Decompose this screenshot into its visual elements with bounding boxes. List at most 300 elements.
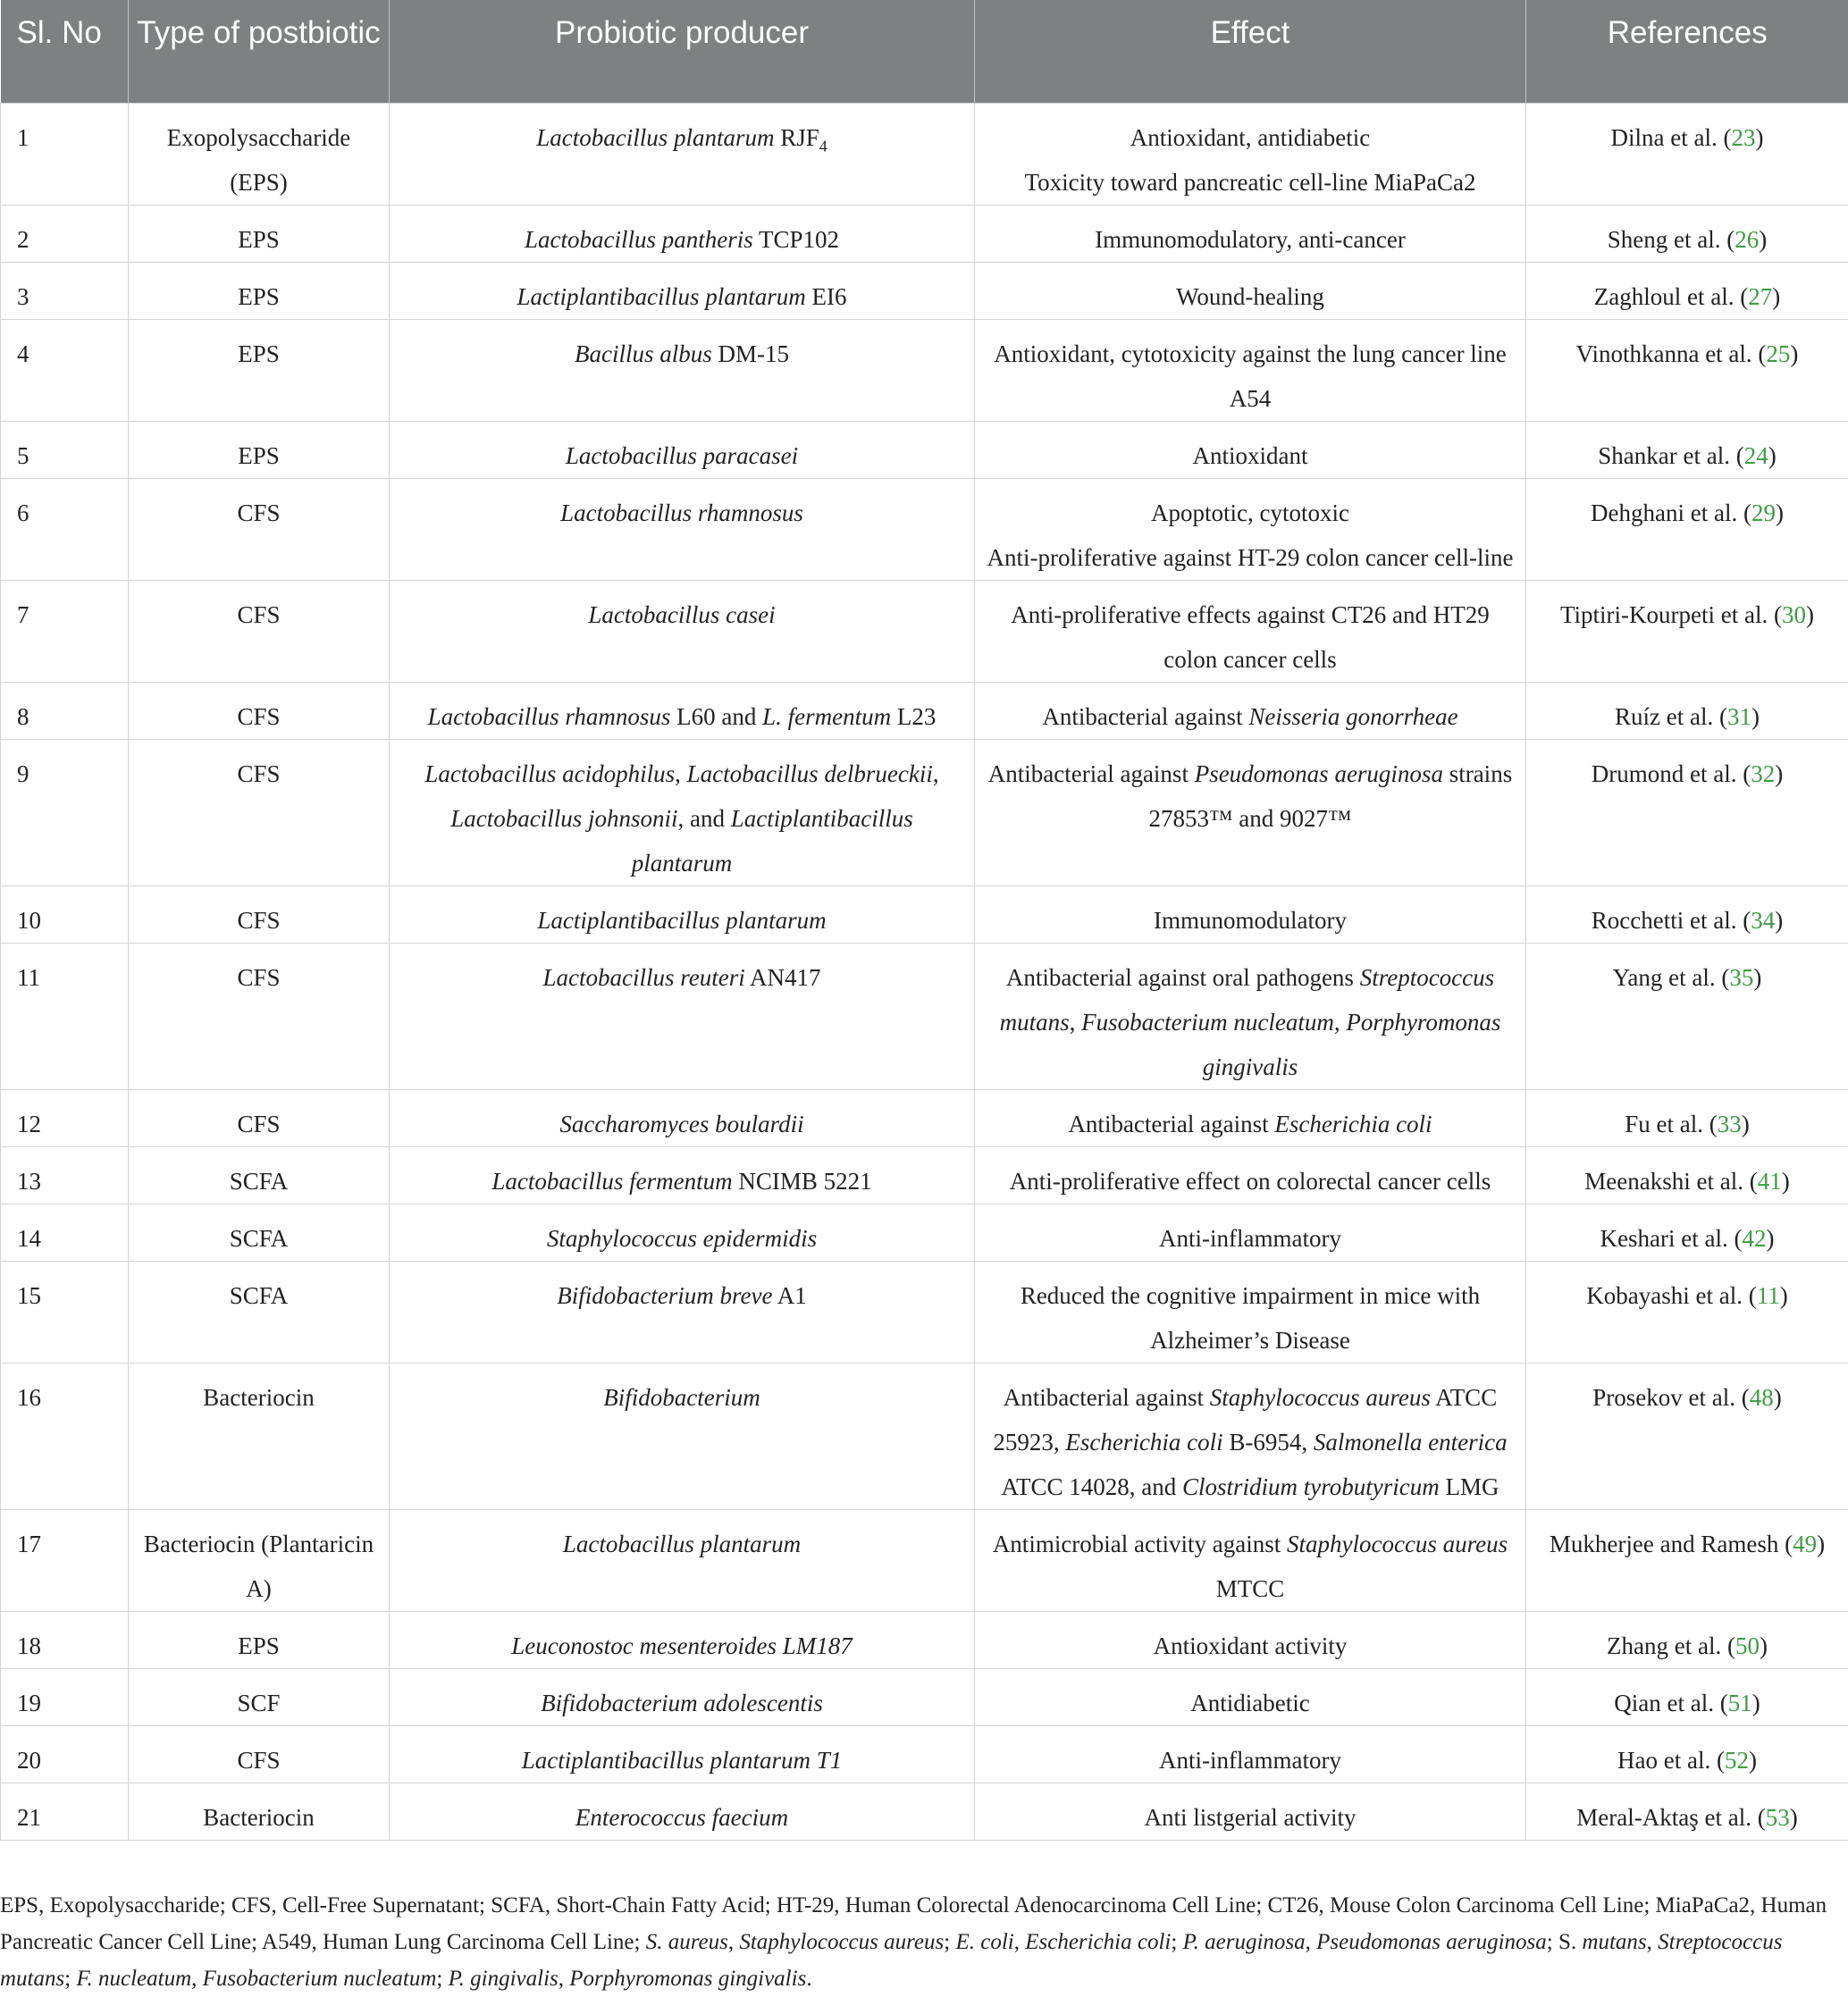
producer-text: Lactiplantibacillus plantarum T1	[522, 1747, 843, 1774]
cell-producer	[390, 1509, 975, 1611]
reference-link[interactable]: 42	[1742, 1225, 1766, 1252]
table-row	[1, 739, 1848, 885]
effect-text: Streptococcus mutans	[1000, 964, 1495, 1036]
cell-effect	[975, 262, 1526, 319]
footnote-text: ;	[436, 1967, 448, 1991]
table-row	[1, 943, 1848, 1089]
reference-close: )	[1774, 1384, 1782, 1411]
cell-producer	[390, 1146, 975, 1204]
footnote-text: ; S.	[1547, 1930, 1583, 1954]
cell-reference	[1526, 319, 1848, 421]
table-row	[1, 262, 1848, 319]
effect-text: Antibacterial against	[988, 760, 1195, 787]
cell-reference	[1526, 1611, 1848, 1668]
cell-producer	[390, 943, 975, 1089]
reference-author: Prosekov et al. (	[1592, 1384, 1749, 1411]
producer-text: Lactobacillus plantarum	[563, 1531, 801, 1557]
producer-text: L60 and	[670, 703, 762, 730]
reference-author: Drumond et al. (	[1592, 760, 1751, 787]
cell-effect	[975, 319, 1526, 421]
cell-reference	[1526, 1261, 1848, 1363]
footnote-text: ,	[1647, 1930, 1659, 1954]
cell-type: CFS	[129, 739, 390, 885]
cell-type: EPS	[129, 262, 390, 319]
cell-effect	[975, 103, 1526, 205]
table-row	[1, 1363, 1848, 1509]
cell-effect	[975, 478, 1526, 580]
reference-author: Kobayashi et al. (	[1586, 1282, 1756, 1309]
table-row	[1, 1089, 1848, 1146]
effect-text: MTCC	[1216, 1575, 1285, 1602]
cell-effect	[975, 580, 1526, 682]
effect-text: Antioxidant	[1193, 442, 1308, 469]
cell-sl-no: 5	[1, 421, 129, 478]
table-body	[1, 103, 1848, 1840]
producer-text: Lactobacillus plantarum	[536, 124, 774, 151]
cell-effect	[975, 1668, 1526, 1725]
producer-text: Lactiplantibacillus plantarum	[517, 283, 806, 310]
cell-producer	[390, 1261, 975, 1363]
cell-sl-no: 1	[1, 103, 129, 205]
reference-link[interactable]: 30	[1782, 601, 1806, 628]
reference-author: Fu et al. (	[1625, 1111, 1717, 1137]
reference-close: )	[1782, 1168, 1790, 1195]
effect-text: Antibacterial against	[1042, 703, 1248, 730]
footnote-text: ;	[64, 1967, 76, 1991]
effect-text: LMG	[1440, 1473, 1499, 1500]
cell-reference	[1526, 205, 1848, 262]
footnote-text: F. nucleatum	[76, 1967, 191, 1991]
table-footnote	[0, 1887, 1848, 1997]
table-row	[1, 205, 1848, 262]
table-row	[1, 1204, 1848, 1261]
reference-link[interactable]: 49	[1793, 1531, 1817, 1557]
effect-text: B-6954,	[1223, 1429, 1314, 1456]
footnote-text: S. aureus	[646, 1930, 728, 1954]
cell-producer	[390, 1668, 975, 1725]
cell-type: CFS	[129, 1089, 390, 1146]
cell-type: CFS	[129, 1725, 390, 1783]
cell-type: SCFA	[129, 1204, 390, 1261]
cell-effect	[975, 1783, 1526, 1840]
reference-author: Meenakshi et al. (	[1584, 1168, 1757, 1195]
cell-reference	[1526, 885, 1848, 943]
effect-text: Anti listgerial activity	[1145, 1804, 1357, 1831]
reference-close: )	[1790, 1804, 1798, 1831]
effect-text: Clostridium tyrobutyricum	[1182, 1473, 1440, 1500]
effect-text: Salmonella enterica	[1314, 1429, 1508, 1456]
cell-sl-no: 7	[1, 580, 129, 682]
cell-type: Bacteriocin	[129, 1363, 390, 1509]
producer-text: Lactobacillus johnsonii	[450, 805, 677, 832]
cell-type: SCFA	[129, 1146, 390, 1204]
footnote-text: EPS, Exopolysaccharide; CFS, Cell-Free Supernatant; SCFA, Short-Chain Fatty Acid; HT-29, Human Colorectal Adenocarcinoma Cell Line; CT26, Mouse Colon Carcinoma Cell Line; MiaPaCa2, Human Pancreatic Cancer Cell Line; A549, Human Lung Carcinoma Cell Line;	[0, 1893, 1827, 1954]
cell-type: CFS	[129, 478, 390, 580]
cell-type: CFS	[129, 943, 390, 1089]
reference-close: )	[1772, 283, 1780, 310]
producer-text: TCP102	[753, 226, 839, 253]
table-row	[1, 1668, 1848, 1725]
reference-link[interactable]: 53	[1766, 1804, 1790, 1831]
producer-text: Staphylococcus epidermidis	[547, 1225, 817, 1252]
effect-text: Anti-proliferative against HT-29 colon cancer cell-line	[987, 544, 1513, 571]
producer-text: L. fermentum	[762, 703, 891, 730]
reference-link[interactable]: 24	[1744, 442, 1768, 469]
reference-close: )	[1766, 1225, 1774, 1252]
table-row	[1, 580, 1848, 682]
effect-text: Toxicity toward pancreatic cell-line MiaPaCa2	[1025, 169, 1476, 196]
cell-sl-no: 17	[1, 1509, 129, 1611]
effect-text: Staphylococcus aureus	[1210, 1384, 1431, 1411]
reference-author: Rocchetti et al. (	[1592, 907, 1751, 934]
producer-text: Lactobacillus rhamnosus	[428, 703, 671, 730]
cell-sl-no: 6	[1, 478, 129, 580]
producer-text: Saccharomyces boulardii	[559, 1111, 803, 1137]
effect-text: Escherichia coli	[1065, 1429, 1222, 1456]
effect-text: Immunomodulatory	[1154, 907, 1347, 934]
cell-sl-no: 3	[1, 262, 129, 319]
table-row	[1, 103, 1848, 205]
reference-close: )	[1759, 226, 1767, 253]
producer-text: Lactobacillus reuteri	[543, 964, 745, 991]
cell-type: Bacteriocin	[129, 1783, 390, 1840]
cell-type: SCF	[129, 1668, 390, 1725]
cell-reference	[1526, 943, 1848, 1089]
effect-text: Apoptotic, cytotoxic	[1151, 499, 1349, 526]
cell-reference	[1526, 1725, 1848, 1783]
footnote-text: mutans	[1582, 1930, 1646, 1954]
reference-close: )	[1742, 1111, 1750, 1137]
header-references: References	[1526, 0, 1848, 103]
effect-text: Fusobacterium nucleatum	[1081, 1009, 1334, 1036]
reference-link[interactable]: 32	[1751, 760, 1775, 787]
reference-author: Tiptiri-Kourpeti et al. (	[1560, 601, 1782, 628]
reference-author: Mukherjee and Ramesh (	[1550, 1531, 1793, 1557]
effect-text: Neisseria gonorrheae	[1248, 703, 1457, 730]
producer-text: NCIMB 5221	[733, 1168, 872, 1195]
producer-text: ,	[675, 760, 687, 787]
reference-author: Yang et al. (	[1613, 964, 1730, 991]
cell-sl-no: 15	[1, 1261, 129, 1363]
reference-close: )	[1751, 703, 1760, 730]
cell-effect	[975, 1725, 1526, 1783]
reference-close: )	[1775, 760, 1783, 787]
producer-text: Lactobacillus acidophilus	[424, 760, 675, 787]
cell-effect	[975, 1611, 1526, 1668]
effect-text: Pseudomonas aeruginosa	[1195, 760, 1443, 787]
cell-sl-no: 9	[1, 739, 129, 885]
cell-type: SCFA	[129, 1261, 390, 1363]
footnote-text: .	[806, 1967, 811, 1991]
footnote-text: P. aeruginosa	[1183, 1930, 1306, 1954]
header-row	[1, 0, 1848, 103]
reference-link[interactable]: 48	[1750, 1384, 1774, 1411]
cell-type: CFS	[129, 682, 390, 739]
table-row	[1, 682, 1848, 739]
producer-text: Lactobacillus casei	[588, 601, 775, 628]
reference-link[interactable]: 41	[1758, 1168, 1782, 1195]
reference-close: )	[1760, 1632, 1768, 1659]
reference-link[interactable]: 25	[1766, 340, 1790, 367]
cell-producer	[390, 682, 975, 739]
effect-text: Antioxidant, cytotoxicity against the lung cancer line A54	[994, 340, 1507, 412]
reference-close: )	[1790, 340, 1798, 367]
effect-text: ,	[1334, 1009, 1347, 1036]
cell-sl-no: 14	[1, 1204, 129, 1261]
footnote-text: P. gingivalis	[449, 1967, 559, 1991]
cell-effect	[975, 885, 1526, 943]
producer-text: Leuconostoc mesenteroides LM187	[511, 1632, 852, 1659]
effect-text: Porphyromonas gingivalis	[1203, 1009, 1501, 1080]
cell-reference	[1526, 1146, 1848, 1204]
reference-close: )	[1806, 601, 1814, 628]
table-row	[1, 1261, 1848, 1363]
cell-producer	[390, 205, 975, 262]
effect-text: Antimicrobial activity against	[993, 1531, 1287, 1557]
producer-text: RJF	[774, 124, 819, 151]
cell-sl-no: 13	[1, 1146, 129, 1204]
reference-link[interactable]: 27	[1748, 283, 1772, 310]
footnote-text: Porphyromonas gingivalis	[569, 1967, 806, 1991]
table-row	[1, 1611, 1848, 1668]
producer-text: Bifidobacterium	[603, 1384, 760, 1411]
reference-link[interactable]: 35	[1729, 964, 1753, 991]
reference-author: Hao et al. (	[1617, 1747, 1725, 1774]
effect-text: ,	[1070, 1009, 1082, 1036]
cell-type: CFS	[129, 885, 390, 943]
footnote-text: ,	[1306, 1930, 1317, 1954]
producer-text: DM-15	[712, 340, 789, 367]
effect-text: Antioxidant, antidiabetic	[1130, 124, 1370, 151]
footnote-text: Pseudomonas aeruginosa	[1316, 1930, 1547, 1954]
cell-effect	[975, 205, 1526, 262]
table-row	[1, 1509, 1848, 1611]
reference-author: Shankar et al. (	[1598, 442, 1743, 469]
cell-sl-no: 12	[1, 1089, 129, 1146]
reference-close: )	[1755, 124, 1763, 151]
footnote-text: E. coli	[955, 1930, 1013, 1954]
reference-link[interactable]: 34	[1751, 907, 1775, 934]
reference-link[interactable]: 29	[1751, 499, 1776, 526]
reference-close: )	[1753, 964, 1761, 991]
reference-author: Qian et al. (	[1614, 1690, 1727, 1716]
producer-text: Lactobacillus fermentum	[491, 1168, 732, 1195]
reference-link[interactable]: 33	[1718, 1111, 1742, 1137]
cell-reference	[1526, 1363, 1848, 1509]
reference-close: )	[1752, 1690, 1760, 1716]
cell-type: EPS	[129, 421, 390, 478]
header-sl-no: Sl. No	[1, 0, 129, 103]
producer-text: Bacillus albus	[575, 340, 712, 367]
reference-author: Dilna et al. (	[1611, 124, 1732, 151]
cell-reference	[1526, 580, 1848, 682]
cell-producer	[390, 739, 975, 885]
footnote-text: ,	[1014, 1930, 1026, 1954]
producer-text: Lactobacillus pantheris	[525, 226, 753, 253]
effect-text: Anti-inflammatory	[1159, 1225, 1341, 1252]
effect-text: Antioxidant activity	[1154, 1632, 1348, 1659]
cell-effect	[975, 1261, 1526, 1363]
cell-reference	[1526, 1204, 1848, 1261]
cell-type: CFS	[129, 580, 390, 682]
cell-effect	[975, 943, 1526, 1089]
reference-link[interactable]: 23	[1731, 124, 1755, 151]
producer-text: Enterococcus faecium	[575, 1804, 788, 1831]
cell-effect	[975, 739, 1526, 885]
reference-author: Ruíz et al. (	[1615, 703, 1727, 730]
cell-type: EPS	[129, 205, 390, 262]
cell-sl-no: 2	[1, 205, 129, 262]
effect-text: Reduced the cognitive impairment in mice with Alzheimer’s Disease	[1021, 1282, 1480, 1354]
table-row	[1, 421, 1848, 478]
cell-reference	[1526, 103, 1848, 205]
effect-text: ATCC 14028, and	[1002, 1473, 1183, 1500]
reference-author: Vinothkanna et al. (	[1576, 340, 1767, 367]
cell-reference	[1526, 1089, 1848, 1146]
producer-text: Lactiplantibacillus plantarum	[537, 907, 826, 934]
reference-author: Zaghloul et al. (	[1594, 283, 1748, 310]
reference-close: )	[1817, 1531, 1825, 1557]
effect-text: Antibacterial against	[1068, 1111, 1274, 1137]
effect-text: Anti-proliferative effect on colorectal cancer cells	[1010, 1168, 1491, 1195]
effect-text: Antibacterial against oral pathogens	[1006, 964, 1360, 991]
effect-text: Immunomodulatory, anti-cancer	[1095, 226, 1406, 253]
reference-close: )	[1749, 1747, 1757, 1774]
table-row	[1, 319, 1848, 421]
reference-close: )	[1780, 1282, 1788, 1309]
producer-text: Lactobacillus delbrueckii	[687, 760, 933, 787]
cell-sl-no: 18	[1, 1611, 129, 1668]
reference-close: )	[1768, 442, 1777, 469]
cell-reference	[1526, 682, 1848, 739]
cell-producer	[390, 1089, 975, 1146]
footnote-text: Streptococcus mutans	[0, 1930, 1782, 1991]
cell-producer	[390, 421, 975, 478]
producer-text: L23	[891, 703, 936, 730]
producer-text: A1	[772, 1282, 806, 1309]
cell-reference	[1526, 739, 1848, 885]
cell-producer	[390, 1363, 975, 1509]
cell-type: EPS	[129, 319, 390, 421]
cell-effect	[975, 1509, 1526, 1611]
reference-link[interactable]: 26	[1735, 226, 1759, 253]
cell-effect	[975, 1089, 1526, 1146]
footnote-text: ;	[944, 1930, 955, 1954]
cell-sl-no: 11	[1, 943, 129, 1089]
cell-effect	[975, 682, 1526, 739]
reference-link[interactable]: 51	[1728, 1690, 1752, 1716]
reference-link[interactable]: 11	[1757, 1282, 1780, 1309]
reference-author: Keshari et al. (	[1600, 1225, 1743, 1252]
producer-text: ,	[933, 760, 939, 787]
effect-text: Anti-inflammatory	[1159, 1747, 1341, 1774]
cell-sl-no: 16	[1, 1363, 129, 1509]
reference-close: )	[1776, 499, 1784, 526]
reference-author: Meral-Aktaş et al. (	[1576, 1804, 1765, 1831]
reference-author: Zhang et al. (	[1607, 1632, 1735, 1659]
cell-sl-no: 4	[1, 319, 129, 421]
cell-producer	[390, 1783, 975, 1840]
cell-producer	[390, 478, 975, 580]
reference-link[interactable]: 52	[1725, 1747, 1749, 1774]
footnote-text: ;	[1171, 1930, 1182, 1954]
producer-text: Lactobacillus paracasei	[566, 442, 798, 469]
reference-author: Dehghani et al. (	[1591, 499, 1751, 526]
footnote-text: Escherichia coli	[1025, 1930, 1171, 1954]
producer-text: 4	[819, 137, 827, 155]
producer-text: AN417	[745, 964, 821, 991]
cell-effect	[975, 1363, 1526, 1509]
cell-type: Bacteriocin (Plantaricin A)	[129, 1509, 390, 1611]
footnote-text: ,	[191, 1967, 203, 1991]
cell-sl-no: 10	[1, 885, 129, 943]
effect-text: Antibacterial against	[1004, 1384, 1210, 1411]
cell-type: Exopolysaccharide (EPS)	[129, 103, 390, 205]
cell-producer	[390, 319, 975, 421]
effect-text: Staphylococcus aureus	[1287, 1531, 1508, 1557]
effect-text: Antidiabetic	[1190, 1690, 1309, 1716]
producer-text: Lactobacillus rhamnosus	[560, 499, 803, 526]
cell-reference	[1526, 1509, 1848, 1611]
cell-reference	[1526, 262, 1848, 319]
footnote-text: ,	[728, 1930, 740, 1954]
cell-producer	[390, 885, 975, 943]
cell-effect	[975, 1146, 1526, 1204]
producer-text: , and	[678, 805, 731, 832]
table-row	[1, 885, 1848, 943]
table-row	[1, 1725, 1848, 1783]
cell-reference	[1526, 1783, 1848, 1840]
footnote-text: Staphylococcus aureus	[739, 1930, 944, 1954]
producer-text: Lactiplantibacillus plantarum	[632, 805, 913, 877]
reference-link[interactable]: 50	[1735, 1632, 1760, 1659]
producer-text: Bifidobacterium adolescentis	[541, 1690, 823, 1716]
footnote-text: Fusobacterium nucleatum	[203, 1967, 437, 1991]
cell-producer	[390, 1611, 975, 1668]
cell-producer	[390, 1725, 975, 1783]
effect-text: strains 27853™ and 9027™	[1149, 760, 1513, 832]
reference-close: )	[1775, 907, 1783, 934]
table-row	[1, 478, 1848, 580]
cell-sl-no: 8	[1, 682, 129, 739]
effect-text: ATCC 25923,	[993, 1384, 1497, 1456]
header-effect: Effect	[975, 0, 1526, 103]
cell-reference	[1526, 421, 1848, 478]
cell-sl-no: 21	[1, 1783, 129, 1840]
cell-reference	[1526, 478, 1848, 580]
reference-link[interactable]: 31	[1727, 703, 1751, 730]
cell-reference	[1526, 1668, 1848, 1725]
cell-effect	[975, 421, 1526, 478]
table-row	[1, 1146, 1848, 1204]
cell-producer	[390, 1204, 975, 1261]
cell-effect	[975, 1204, 1526, 1261]
producer-text: EI6	[806, 283, 847, 310]
producer-text: Bifidobacterium breve	[557, 1282, 772, 1309]
effect-text: Wound-healing	[1176, 283, 1324, 310]
cell-sl-no: 20	[1, 1725, 129, 1783]
cell-sl-no: 19	[1, 1668, 129, 1725]
cell-producer	[390, 103, 975, 205]
header-type: Type of postbiotic	[129, 0, 390, 103]
effect-text: Anti-proliferative effects against CT26 and HT29 colon cancer cells	[1011, 601, 1490, 673]
cell-type: EPS	[129, 1611, 390, 1668]
cell-producer	[390, 580, 975, 682]
effect-text: Escherichia coli	[1274, 1111, 1432, 1137]
footnote-text: ,	[559, 1967, 570, 1991]
table-row	[1, 1783, 1848, 1840]
header-producer: Probiotic producer	[390, 0, 975, 103]
